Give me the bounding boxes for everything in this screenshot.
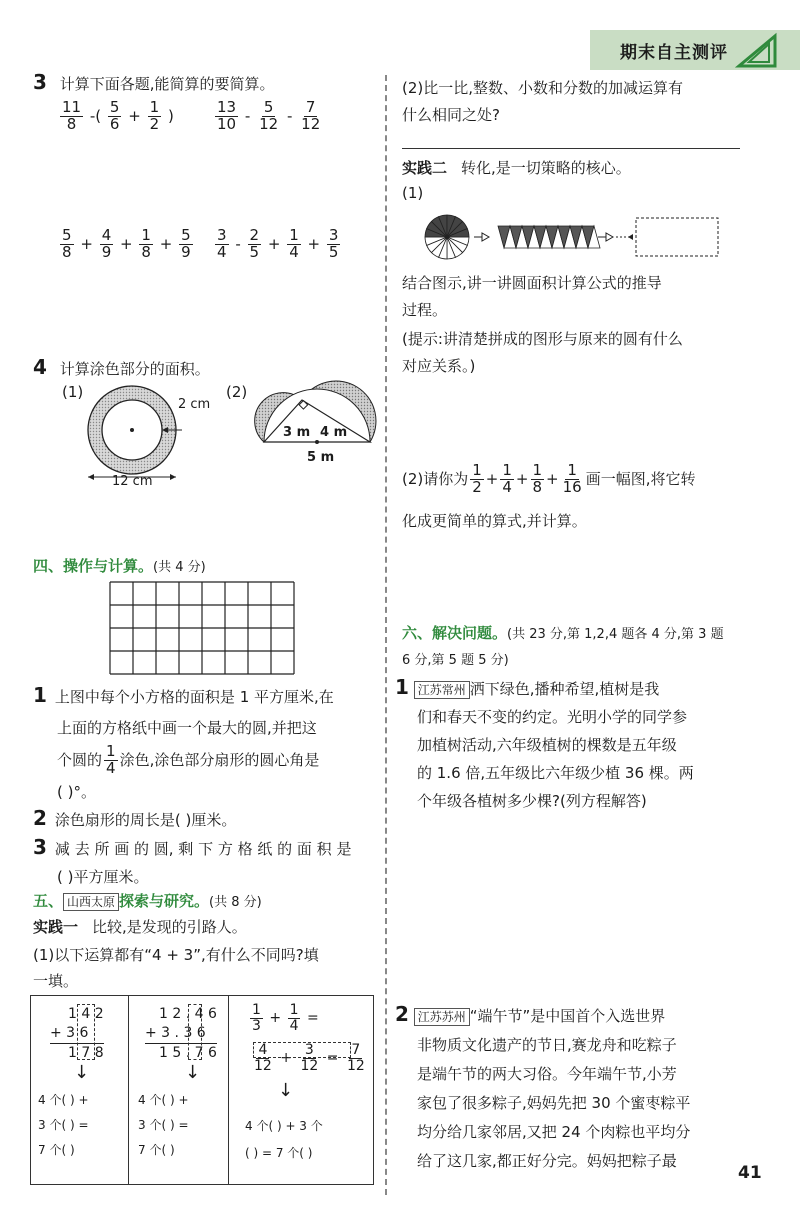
- practice-2: 实践二 转化,是一切策略的核心。: [402, 159, 631, 177]
- down-arrow: ↓: [278, 1080, 294, 1101]
- column-divider: [385, 75, 387, 1195]
- s4-question-2: 2 涂色扇形的周长是( )厘米。: [33, 806, 237, 830]
- integer-blanks: 4 个( ) + 3 个( ) = 7 个( ): [38, 1093, 89, 1157]
- header-title: 期末自主测评: [620, 43, 728, 63]
- expression-1: $\frac{11}{8}$ -( $\frac{5}{6}$ + $\frac{1}{2}$ ): [62, 98, 174, 133]
- practice-2-q1-label: (1): [402, 184, 424, 202]
- arrow-icon: [598, 233, 613, 241]
- figure-1-label: (1): [62, 383, 84, 401]
- s4-question-1: 1 上图中每个小方格的面积是 1 平方厘米,在 上面的方格纸中画一个最大的圆,并把这 个圆的 $\frac{1}{4}$ 涂色,涂色部分扇形的圆心角是 ( )°。: [33, 683, 334, 801]
- practice-1-question-2: (2)比一比,整数、小数和分数的加减运算有 什么相同之处?: [402, 79, 684, 124]
- question-3: [33, 70, 274, 94]
- side-b-label: 4 m: [320, 425, 348, 440]
- triangle-ruler-icon: [735, 30, 780, 70]
- s6-question-2: 2 江苏苏州 “端午节”是中国首个入选世界 非物质文化遗产的节日,赛龙舟和吃粽子 是端午节的两大习俗。今年端午节,小芳 家包了很多粽子,妈妈先把 30 个蜜枣粽平 均分给几家邻居,又把 24 个肉粽也平均分 给了这几家,都正好分完。妈妈把粽子最: [395, 1002, 691, 1170]
- practice-2-question-2-cont: 化成更简单的算式,并计算。: [402, 512, 587, 530]
- section-6-heading: 六、解决问题。(共 23 分,第 1,2,4 题各 4 分,第 3 题 6 分,第 5 题 5 分): [402, 624, 724, 668]
- question-text: 计算涂色部分的面积。: [59, 360, 210, 378]
- question-number: 3: [33, 70, 47, 94]
- decimal-addition: 1 2 . 4 6 + 3 . 3 6 1 5 . 7 6: [145, 1006, 217, 1061]
- common-denominator: $\frac{4}{12}$ + $\frac{3}{12}$ = $\frac{7}{12}$: [254, 1042, 365, 1074]
- practice-2-question-2: (2)请你为 $\frac{1}{2}$ + $\frac{1}{4}$ + $\frac{1}{8}$ + $\frac{1}{16}$ 画一幅图,将它转: [402, 461, 696, 496]
- integer-addition: 1 4 2 + 3 6 1 7 8: [50, 1006, 104, 1061]
- section-4-heading: 四、操作与计算。(共 4 分): [33, 557, 206, 575]
- expression-3: $\frac{5}{8}$ + $\frac{4}{9}$ + $\frac{1}{8}$ + $\frac{5}{9}$: [62, 226, 191, 261]
- side-a-label: 3 m: [283, 425, 311, 440]
- side-c-label: 5 m: [307, 450, 335, 465]
- arrow-icon: [474, 233, 489, 241]
- tens-column-highlight: [77, 1004, 95, 1060]
- fraction-addition: $\frac{1}{3}$ + $\frac{1}{4}$ =: [252, 1002, 319, 1034]
- page-number: 41: [738, 1163, 762, 1183]
- semicircle-figure: [252, 380, 382, 460]
- decimal-blanks: 4 个( ) + 3 个( ) = 7 个( ): [138, 1093, 189, 1157]
- tenths-column-highlight: [188, 1004, 202, 1060]
- figure-2-label: (2): [226, 383, 248, 401]
- practice-1: 实践一 比较,是发现的引路人。: [33, 918, 247, 936]
- expression-2: $\frac{13}{10}$ - $\frac{5}{12}$ - $\frac{7}{12}$: [217, 98, 321, 133]
- question-4: [33, 355, 210, 379]
- circle-transformation-diagram: [422, 210, 732, 265]
- s4-question-3: 3 减 去 所 画 的 圆, 剩 下 方 格 纸 的 面 积 是 ( )平方厘米。: [33, 835, 352, 886]
- practice-2-q1-text: 结合图示,讲一讲圆面积计算公式的推导 过程。 (提示:讲清楚拼成的图形与原来的圆有什么 对应关系。): [402, 274, 683, 375]
- section-5-heading: 五、 山西太原 探索与研究。(共 8 分): [33, 892, 262, 910]
- ring-width-label: 2 cm: [178, 397, 211, 412]
- diameter-label: 12 cm: [112, 474, 153, 489]
- down-arrow: ↓: [185, 1062, 201, 1083]
- target-rectangle: [636, 218, 718, 256]
- expression-4: $\frac{3}{4}$ - $\frac{2}{5}$ + $\frac{1}{4}$ + $\frac{3}{5}$: [217, 226, 339, 261]
- question-number: 4: [33, 355, 47, 379]
- down-arrow: ↓: [74, 1062, 90, 1083]
- question-text: 计算下面各题,能简算的要简算。: [59, 75, 275, 93]
- s6-question-1: 1 江苏常州 洒下绿色,播种希望,植树是我 们和春天不变的约定。光明小学的同学参 加植树活动,六年级植树的棵数是五年级 的 1.6 倍,五年级比六年级少植 36 棵。两 个年级各植树多少棵?(列方程解答): [395, 675, 694, 810]
- separator: [402, 148, 740, 149]
- numerator-highlight: [253, 1042, 351, 1058]
- arrow-icon: [628, 234, 633, 240]
- grid-paper: [108, 580, 298, 676]
- fraction-blanks: 4 个( ) + 3 个 ( ) = 7 个( ): [245, 1119, 323, 1160]
- practice-1-question-1: (1)以下运算都有“4 + 3”,有什么不同吗?填 一填。: [33, 946, 319, 990]
